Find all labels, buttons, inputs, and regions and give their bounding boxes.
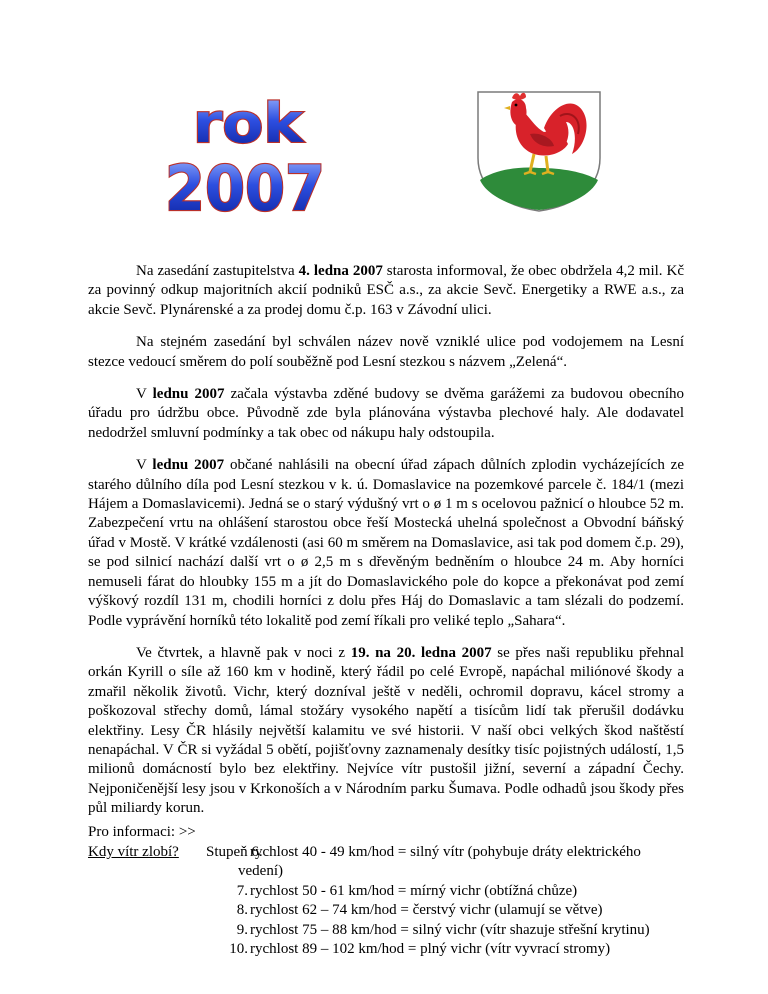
date-highlight: 19. na 20. ledna 2007 <box>350 644 492 661</box>
scale-number: 8. <box>236 902 248 919</box>
logo-line-1: rok <box>193 92 305 155</box>
scale-description: rychlost 50 - 61 km/hod = mírný vichr (obtížná chůze) <box>250 882 578 899</box>
scale-description: rychlost 62 – 74 km/hod = čerstvý vichr (ulamují se větve) <box>250 902 603 919</box>
date-highlight: lednu 2007 <box>152 386 225 403</box>
list-item-continuation <box>88 862 688 881</box>
paragraph-text: V <box>136 457 153 474</box>
paragraph-text: Ve čtvrtek, a hlavně pak v noci z <box>136 644 351 661</box>
info-intro: Pro informaci: >> <box>88 824 196 840</box>
paragraph-text: Na zasedání zastupitelstva <box>136 263 299 279</box>
paragraph <box>88 644 684 819</box>
wind-scale-list <box>88 843 688 959</box>
list-item <box>88 921 688 940</box>
paragraph <box>88 385 684 443</box>
paragraph-text: V <box>136 386 153 403</box>
paragraph-text: Na stejném zasedání byl schválen název nově vzniklé ulice pod vodojemem na Lesní stezce vedoucí směrem do polí souběžně pod Lesní stezkou s názvem „Zelená“. <box>88 334 684 370</box>
scale-number: 9. <box>236 921 248 938</box>
list-item <box>88 843 688 862</box>
rooster-coat-of-arms-icon <box>474 88 604 213</box>
list-item <box>88 882 688 901</box>
scale-number: 10. <box>229 940 248 957</box>
scale-number: Stupeň 6. <box>206 844 263 860</box>
chronicle-text <box>88 262 684 832</box>
paragraph-text: starosta informoval, že obec obdržela 4,2 mil. Kč za povinný odkup majoritních akcií podniků ESČ a.s., za akcie Sevč. Energetiky a RWE a.s., za akcie Sevč. Plynárenské a za prodej domu č.p. 163 v Závodní ulici. <box>88 263 684 318</box>
date-highlight: lednu 2007 <box>152 457 225 474</box>
logo-line-2: 2007 <box>165 152 325 220</box>
paragraph-text: občané nahlásili na obecní úřad zápach důlních zplodin vycházejících ze starého důlního díla pod Lesní stezkou v k. ú. Domaslavice na pozemkové parcele č. 184/1 (mezi Hájem a Domaslavicemi). Jedná se o starý výdušný vrt o ø 1 m s ocelovou pažnicí o hloubce 52 m. Zabezpečení vrtu na ohlášení starostou obce řeší Mostecká uhelná společnost a Obvodní báňský úřad v Mostě. V krátké vzdálenosti (asi 60 m směrem na Domaslavice, asi tak pod domem č.p. 29), se pod silnicí nachází další vrt o ø 2,5 m s dřevěným bedněním o hloubce 24 m. Aby horníci nemuseli fárat do hloubky 155 m a jít do Domaslavického pole do kopce a překonávat pod zemí výškový rozdíl 131 m, chodili horníci z dolu přes Háj do Domaslavic a tam slézali do podzemí. Podle vyprávění horníků této lokalitě pod zemí říkali pro veliké teplo „Sahara“. <box>88 457 684 629</box>
paragraph <box>88 262 684 320</box>
paragraph-text: se přes naši republiku přehnal orkán Kyrill o síle až 160 km v hodině, který řádil po celé Evropě, napáchal miliónové škody a zmařil několik životů. Vichr, který dozníval ještě v neděli, ochromil dopravu, kácel stromy a poškozoval střechy domů, lámal stožáry vysokého napětí a tisícům lidí tak přerušil dodávku elektřiny. Lesy ČR hlásily největší kalamitu ve své historii. V naší obci velkých škod naštěstí nenapáchal. V ČR si vyžádal 5 obětí, pojišťovny zaznamenaly desítky tisíc pojistných událostí, 1,5 milionů domácností bylo bez elektřiny. Nejvíce vítr pustošil jižní, severní a západní Čechy. Nejponičenější lesy jsou v Krkonoších a v Národním parku Šumava. Podle odhadů jsou škody přes půl miliardy korun. <box>88 644 684 817</box>
scale-description: rychlost 75 – 88 km/hod = silný vichr (vítr shazuje střešní krytinu) <box>250 921 650 938</box>
list-item <box>88 940 688 959</box>
paragraph <box>88 456 684 631</box>
year-logo <box>160 90 330 220</box>
scale-description-continuation: vedení) <box>238 863 283 880</box>
info-block <box>88 823 688 842</box>
info-question-link[interactable]: Kdy vítr zlobí? <box>88 844 179 860</box>
paragraph <box>88 333 684 372</box>
paragraph-text: začala výstavba zděné budovy se dvěma garážemi za budovou obecního úřadu pro údržbu obce. Původně zde byla plánována výstavba plechové haly. Ale dodavatel nedodržel smluvní podmínky a tak obec od nákupu haly odstoupila. <box>88 386 684 441</box>
date-highlight: 4. ledna 2007 <box>298 263 383 279</box>
scale-number: 7. <box>236 882 248 899</box>
list-item <box>88 901 688 920</box>
scale-description: rychlost 89 – 102 km/hod = plný vichr (vítr vyvrací stromy) <box>250 940 611 957</box>
scale-description: rychlost 40 - 49 km/hod = silný vítr (pohybuje dráty elektrického <box>250 844 641 860</box>
